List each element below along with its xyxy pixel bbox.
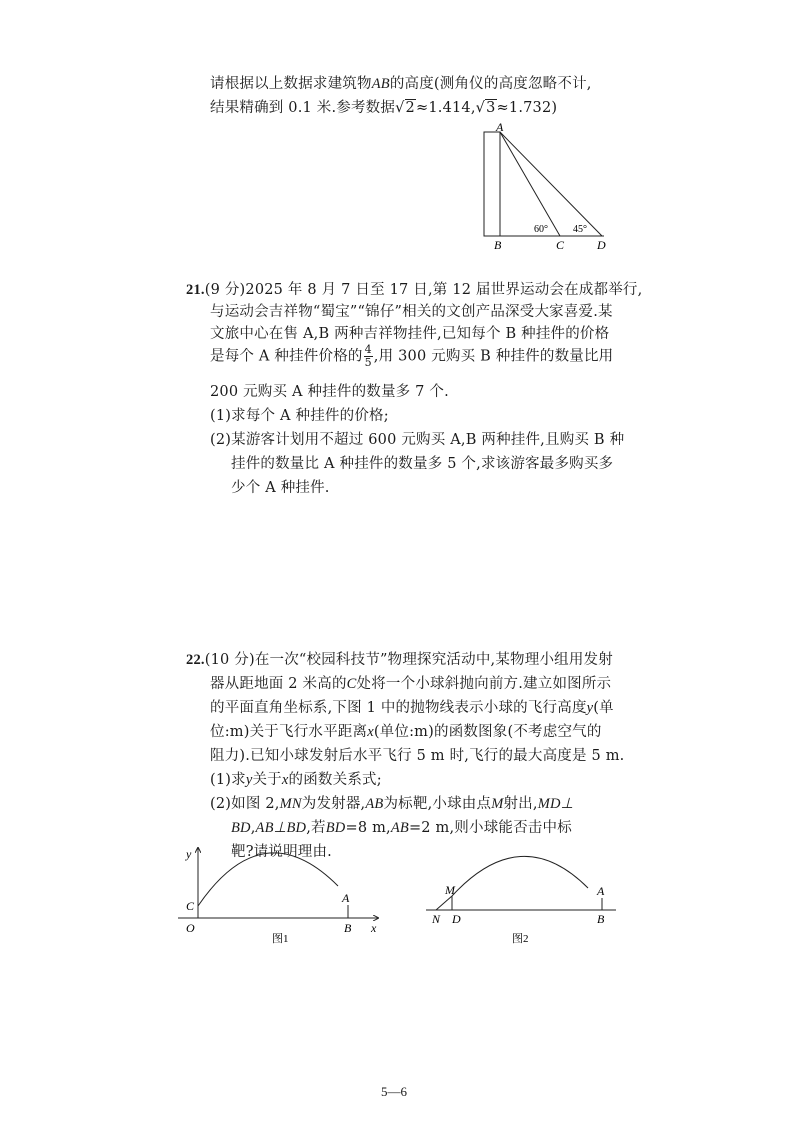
label-b: B [597,912,605,926]
q21-line-1 [186,278,642,299]
numerator: 4 [364,343,372,356]
label-c: C [556,238,565,252]
label-x: x [371,921,377,935]
var-bd: BD [325,820,346,836]
text: (单 [593,700,614,716]
var-m: M [491,796,504,812]
page-number: 5—6 [381,1084,407,1099]
sqrt2: √2 [395,100,415,116]
var-mn: MN [279,796,302,812]
text: 在一次“校园科技节”物理探究活动中,某物理小组用发射 [254,652,613,668]
prev-question-line-2 [210,96,557,117]
building-figure [480,118,615,253]
var-x: x [281,772,289,788]
fraction-4-5 [364,344,373,369]
sqrt3: √3 [475,100,496,116]
text: ≈1.414, [415,100,476,116]
var-ab: AB [365,796,384,812]
text: 2025 年 8 月 7 日至 17 日,第 12 届世界运动会在成都举行, [245,282,643,298]
text: ≈1.732) [496,100,558,116]
q21-part-2-line-1: (2)某游客计划用不超过 600 元购买 A,B 两种挂件,且购买 B 种 [210,432,625,448]
label-n: N [432,912,441,926]
trajectory-curve [452,856,588,896]
text: 的函数关系式; [288,772,382,788]
text: (单位:m)的函数图象(不考虑空气的 [373,724,602,740]
q22-part-2-line-1 [210,792,573,813]
prev-question-line-1 [210,72,592,93]
figure-1-caption: 图1 [272,933,289,945]
var-y: y [245,772,253,788]
figure-2-parabola [426,846,626,946]
angle-45: 45° [573,224,587,235]
q21-part-1: (1)求每个 A 种挂件的价格; [210,408,389,424]
text: 为标靶,小球由点 [383,796,492,812]
text: 是每个 A 种挂件价格的 [210,348,363,365]
q22-part-1 [210,768,382,789]
text: 的平面直角坐标系,下图 1 中的抛物线表示小球的飞行高度 [210,700,587,716]
label-a: A [597,884,605,898]
label-b: B [494,238,502,252]
text: 关于 [252,772,282,788]
label-o: O [186,921,195,935]
var-c: C [346,676,357,692]
q22-line-2 [210,672,611,693]
text: 为发射器, [301,796,366,812]
q22-part-2-line-3: 靶?请说明理由. [231,844,332,860]
var-ab: AB [371,76,390,92]
label-a: A [496,120,504,134]
score: (10 分) [204,652,255,668]
var-y: y [586,700,594,716]
text: 结果精确到 0.1 米.参考数据 [210,100,396,116]
figure-2-caption: 图2 [512,933,529,945]
label-y: y [186,847,192,861]
q21-line-5: 200 元购买 A 种挂件的数量多 7 个. [210,384,449,400]
question-number: 21. [186,282,205,298]
q22-part-2-line-2 [231,816,572,837]
building [484,132,500,236]
label-c: C [186,899,195,913]
var-ab: AB [390,820,409,836]
var-x: x [367,724,374,740]
text: 请根据以上数据求建筑物 [210,76,372,92]
label-b: B [344,921,352,935]
text: ,若 [306,820,326,836]
q22-line-5: 阻力).已知小球发射后水平飞行 5 m 时,飞行的最大高度是 5 m. [210,748,625,764]
q22-line-3 [210,696,614,717]
text: 的高度(测角仪的高度忽略不计, [389,76,592,92]
denominator: 5 [364,356,372,369]
text: (1)求 [210,772,246,788]
q21-part-2-line-2: 挂件的数量比 A 种挂件的数量多 5 个,求该游客最多购买多 [231,456,614,472]
label-m: M [445,883,455,897]
score: (9 分) [204,282,246,298]
text: (2)如图 2, [210,796,280,812]
text: =2 m,则小球能否击中标 [408,820,572,836]
text: =8 m, [345,820,391,836]
question-number: 22. [186,652,205,668]
q21-line-2: 与运动会吉祥物“蜀宝”“锦仔”相关的文创产品深受大家喜爱.某 [210,304,613,320]
text: 射出, [503,796,538,812]
text: , [250,820,256,836]
q21-line-4 [210,344,613,369]
label-d: D [452,912,461,926]
var-ab-perp-bd: AB⊥BD [255,820,307,836]
text: ,用 300 元购买 B 种挂件的数量比用 [373,348,614,365]
q21-part-2-line-3: 少个 A 种挂件. [231,480,330,496]
q21-line-3: 文旅中心在售 A,B 两种吉祥物挂件,已知每个 B 种挂件的价格 [210,326,610,342]
text: 位:m)关于飞行水平距离 [210,724,368,740]
trajectory-curve [198,853,338,906]
figure-1-parabola [178,846,388,946]
launcher-mn [436,896,452,910]
q22-line-4 [210,720,602,741]
text: 处将一个小球斜抛向前方.建立如图所示 [356,676,612,692]
label-a: A [342,891,350,905]
var-md-perp: MD⊥ [537,796,574,812]
label-d: D [597,238,606,252]
q22-line-1 [186,648,613,669]
angle-60: 60° [534,224,548,235]
var-bd: BD [231,820,251,836]
text: 器从距地面 2 米高的 [210,676,347,692]
